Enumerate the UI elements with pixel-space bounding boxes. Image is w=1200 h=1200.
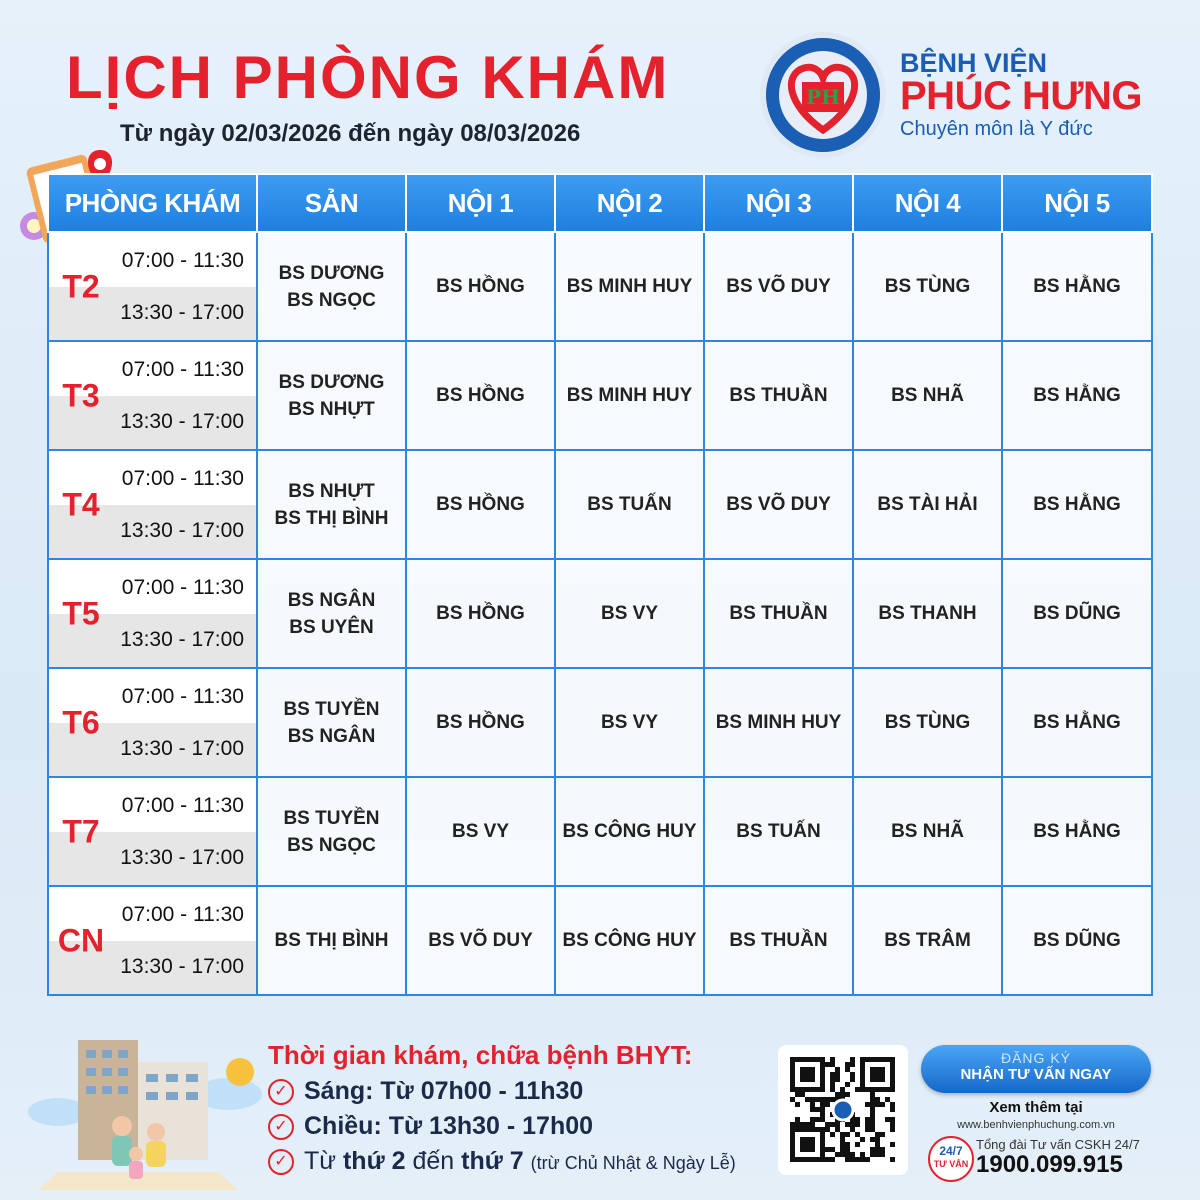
bhyt-title: Thời gian khám, chữa bệnh BHYT:: [268, 1040, 693, 1070]
day-label: T7: [62, 813, 100, 849]
afternoon-time: 13:30 - 17:00: [120, 846, 244, 869]
date-range: Từ ngày 02/03/2026 đến ngày 08/03/2026: [120, 120, 581, 147]
doctor-cell: BS HẰNG: [1002, 668, 1152, 777]
table-row: [48, 450, 1152, 559]
check-icon: ✓: [268, 1149, 294, 1175]
doctor-cell: BS NHÃ: [853, 341, 1002, 450]
doctor-cell: BS HỒNG: [406, 559, 555, 668]
col-header-noi5: NỘI 5: [1002, 174, 1152, 232]
day-label: T5: [62, 595, 100, 631]
table-row: [48, 232, 1152, 341]
brand-line1: BỆNH VIỆN: [900, 48, 1048, 78]
day-cell: [48, 341, 257, 450]
doctor-cell: BS THANH: [853, 559, 1002, 668]
hotline-label: Tổng đài Tư vấn CSKH 24/7: [976, 1137, 1140, 1152]
afternoon-time: 13:30 - 17:00: [120, 519, 244, 542]
doctor-cell: BS NGÂN BS UYÊN: [257, 559, 406, 668]
day-cell: [48, 777, 257, 886]
days-from: Từ: [304, 1147, 337, 1175]
afternoon-time: 13:30 - 17:00: [120, 955, 244, 978]
qr-code[interactable]: [778, 1045, 908, 1175]
afternoon-time: 13:30 - 17:00: [120, 410, 244, 433]
table-row: [48, 341, 1152, 450]
afternoon-time: 13:30 - 17:00: [120, 301, 244, 324]
day-label: T3: [62, 377, 100, 413]
morning-value: Từ 07h00 - 11h30: [380, 1077, 584, 1105]
doctor-cell: BS DƯƠNG BS NHỰT: [257, 341, 406, 450]
doctor-cell: BS HỒNG: [406, 450, 555, 559]
doctor-cell: BS CÔNG HUY: [555, 886, 704, 995]
check-icon: ✓: [268, 1114, 294, 1140]
afternoon-time: 13:30 - 17:00: [120, 628, 244, 651]
doctor-cell: BS DƯƠNG BS NGỌC: [257, 232, 406, 341]
doctor-cell: BS HỒNG: [406, 341, 555, 450]
badge-247-label: 24/7: [939, 1144, 963, 1158]
page-title: LỊCH PHÒNG KHÁM: [66, 44, 670, 111]
days-end: thứ 7: [461, 1147, 524, 1175]
doctor-cell: BS HỒNG: [406, 668, 555, 777]
days-to: đến: [412, 1147, 455, 1175]
brand-tagline: Chuyên môn là Y đức: [900, 118, 1093, 140]
days-start: thứ 2: [342, 1147, 406, 1175]
morning-time: 07:00 - 11:30: [121, 467, 244, 490]
check-icon: ✓: [268, 1079, 294, 1105]
day-label: CN: [57, 922, 105, 958]
doctor-cell: BS TRÂM: [853, 886, 1002, 995]
doctor-cell: BS THUẦN: [704, 341, 853, 450]
brand-name: PHÚC HƯNG: [900, 74, 1143, 118]
doctor-cell: BS HẰNG: [1002, 341, 1152, 450]
col-header-san: SẢN: [257, 174, 406, 232]
doctor-cell: BS TÙNG: [853, 232, 1002, 341]
table-header-row: [48, 174, 1152, 232]
doctor-cell: BS HẰNG: [1002, 450, 1152, 559]
support-247-badge: [928, 1136, 974, 1182]
morning-time: 07:00 - 11:30: [121, 358, 244, 381]
morning-time: 07:00 - 11:30: [121, 794, 244, 817]
bhyt-afternoon: [268, 1112, 593, 1141]
doctor-cell: BS MINH HUY: [555, 341, 704, 450]
doctor-cell: BS TÀI HẢI: [853, 450, 1002, 559]
morning-time: 07:00 - 11:30: [121, 903, 244, 926]
table-row: [48, 886, 1152, 995]
day-cell: [48, 668, 257, 777]
col-header-noi4: NỘI 4: [853, 174, 1002, 232]
morning-label: Sáng:: [304, 1077, 374, 1105]
doctor-cell: BS THUẦN: [704, 559, 853, 668]
table-row: [48, 559, 1152, 668]
doctor-cell: BS NHỰT BS THỊ BÌNH: [257, 450, 406, 559]
schedule-table: [47, 173, 1153, 996]
table-row: [48, 777, 1152, 886]
table-row: [48, 668, 1152, 777]
day-cell: [48, 232, 257, 341]
morning-time: 07:00 - 11:30: [121, 685, 244, 708]
doctor-cell: BS HỒNG: [406, 232, 555, 341]
doctor-cell: BS THUẦN: [704, 886, 853, 995]
doctor-cell: BS THỊ BÌNH: [257, 886, 406, 995]
doctor-cell: BS TUẤN: [704, 777, 853, 886]
doctor-cell: BS DŨNG: [1002, 559, 1152, 668]
doctor-cell: BS TUYỀN BS NGỌC: [257, 777, 406, 886]
button-main-label: NHẬN TƯ VẤN NGAY: [960, 1066, 1112, 1083]
col-header-room: PHÒNG KHÁM: [48, 174, 257, 232]
doctor-cell: BS TÙNG: [853, 668, 1002, 777]
col-header-noi3: NỘI 3: [704, 174, 853, 232]
days-note: (trừ Chủ Nhật & Ngày Lễ): [530, 1153, 736, 1173]
afternoon-time: 13:30 - 17:00: [120, 737, 244, 760]
doctor-cell: BS HẰNG: [1002, 777, 1152, 886]
doctor-cell: BS MINH HUY: [555, 232, 704, 341]
day-cell: [48, 450, 257, 559]
logo-letters: PH: [806, 85, 840, 109]
register-consult-button[interactable]: [921, 1045, 1151, 1093]
hospital-logo: [766, 38, 880, 152]
day-cell: [48, 886, 257, 995]
day-label: T6: [62, 704, 100, 740]
doctor-cell: BS VÕ DUY: [406, 886, 555, 995]
doctor-cell: BS TUYỀN BS NGÂN: [257, 668, 406, 777]
bhyt-days: [268, 1147, 736, 1176]
col-header-noi2: NỘI 2: [555, 174, 704, 232]
hotline-number[interactable]: 1900.099.915: [976, 1151, 1123, 1178]
day-cell: [48, 559, 257, 668]
doctor-cell: BS VY: [555, 559, 704, 668]
doctor-cell: BS VÕ DUY: [704, 232, 853, 341]
see-more-label: Xem thêm tại: [989, 1099, 1083, 1116]
website-link[interactable]: www.benhvienphuchung.com.vn: [957, 1119, 1115, 1131]
afternoon-label: Chiều:: [304, 1112, 382, 1140]
button-top-label: ĐĂNG KÝ: [1000, 1050, 1071, 1066]
morning-time: 07:00 - 11:30: [121, 249, 244, 272]
doctor-cell: BS DŨNG: [1002, 886, 1152, 995]
doctor-cell: BS MINH HUY: [704, 668, 853, 777]
doctor-cell: BS VY: [555, 668, 704, 777]
doctor-cell: BS VÕ DUY: [704, 450, 853, 559]
badge-text: TƯ VẤN: [933, 1159, 969, 1169]
day-label: T4: [62, 486, 100, 522]
hospital-building-illustration: [18, 1022, 264, 1192]
afternoon-value: Từ 13h30 - 17h00: [388, 1112, 594, 1140]
doctor-cell: BS VY: [406, 777, 555, 886]
bhyt-morning: [268, 1077, 583, 1106]
col-header-noi1: NỘI 1: [406, 174, 555, 232]
doctor-cell: BS NHÃ: [853, 777, 1002, 886]
doctor-cell: BS HẰNG: [1002, 232, 1152, 341]
morning-time: 07:00 - 11:30: [121, 576, 244, 599]
doctor-cell: BS TUẤN: [555, 450, 704, 559]
day-label: T2: [62, 268, 100, 304]
doctor-cell: BS CÔNG HUY: [555, 777, 704, 886]
